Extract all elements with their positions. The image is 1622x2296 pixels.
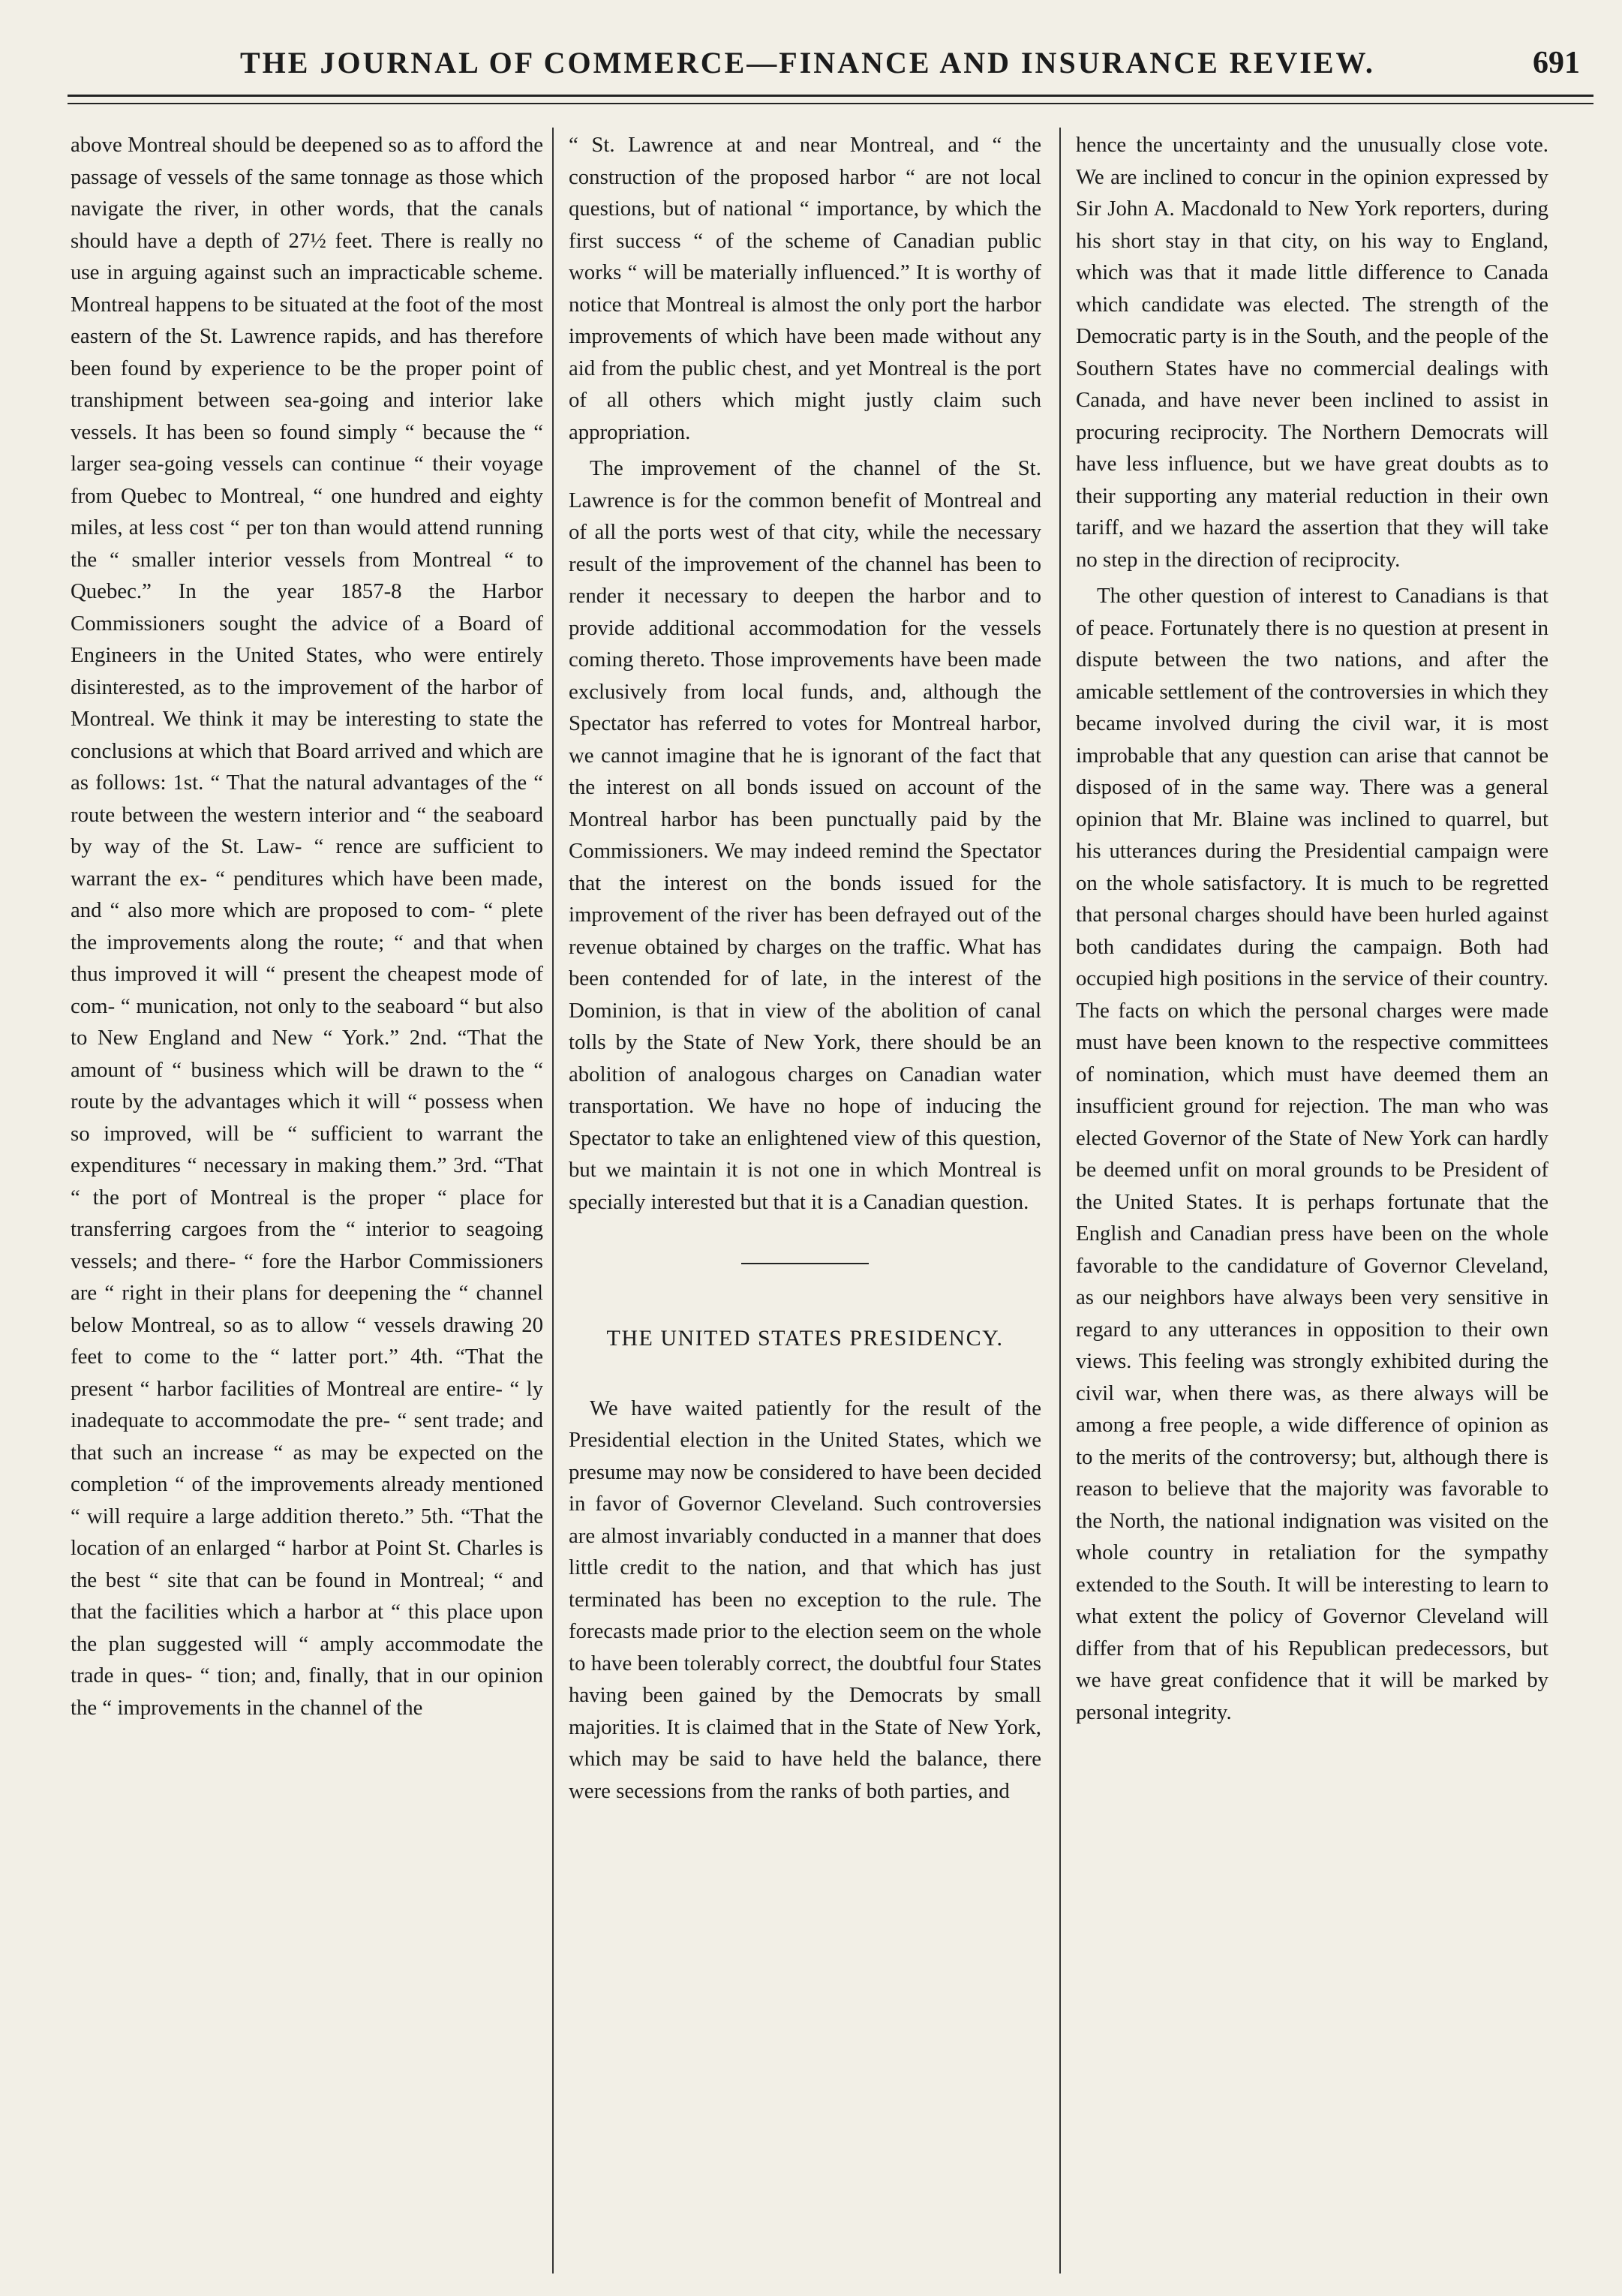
column-3	[1076, 129, 1548, 1733]
page-number: 691	[1533, 46, 1580, 80]
header-rule-thin	[68, 103, 1593, 104]
article-paragraph: above Montreal should be deepened so as to afford the passage of vessels of the same tonnage as those which navigate the river, in other words, that the canals should have a depth of 27½ feet. There is really no use in arguing against such an impracticable scheme. Montreal happens to be situated at the foot of the most eastern of the St. Lawrence rapids, and has therefore been found by experience to be the proper point of transhipment between sea-going and interior lake vessels. It has been so found simply “ because the “ larger sea-going vessels can continue “ their voyage from Quebec to Montreal, “ one hundred and eighty miles, at less cost “ per ton than would attend running the “ smaller interior vessels from Montreal “ to Quebec.” In the year 1857-8 the Harbor Commissioners sought the advice of a Board of Engineers in the United States, who were entirely disinterested, as to the improvement of the harbor of Montreal. We think it may be interesting to state the conclusions at which that Board arrived and which are as follows: 1st. “ That the natural advantages of the “ route between the western interior and “ the seaboard by way of the St. Law- “ rence are sufficient to warrant the ex- “ penditures which have been made, and “ also more which are proposed to com- “ plete the improvements along the route; “ and that when thus improved it will “ present the cheapest mode of com- “ munication, not only to the seaboard “ but also to New England and New “ York.” 2nd. “That the amount of “ business which will be drawn to the “ route by the advantages which it will “ possess when so improved, will be “ sufficient to warrant the expenditures “ necessary in making them.” 3rd. “That “ the port of Montreal is the proper “ place for transferring cargoes from the “ interior to seagoing vessels; and there- “ fore the Harbor Commissioners are “ right in their plans for deepening the “ channel below Montreal, so as to allow “ vessels drawing 20 feet to come to the “ latter port.” 4th. “That the present “ harbor facilities of Montreal are entire- “ ly inadequate to accommodate the pre- “ sent trade; and that such an increase “ as may be expected on the completion “ of the improvements already mentioned “ will require a large addition thereto.” 5th. “That the location of an enlarged “ harbor at Point St. Charles is the best “ site that can be found in Montreal; “ and that the facilities which a harbor at “ this place upon the plan suggested will “ amply accommodate the trade in ques- “ tion; and, finally, that in our opinion the “ improvements in the channel of the	[71, 133, 543, 1720]
article-paragraph: The other question of interest to Canadians is that of peace. Fortunately there is no question at present in dispute between the two nations, and after the amicable settlement of the controversies in which they became involved during the civil war, it is most improbable that any question can arise that cannot be disposed of in the same way. There was a general opinion that Mr. Blaine was inclined to quarrel, but his utterances during the Presidential campaign were on the whole satisfactory. It is much to be regretted that personal charges should have been hurled against both candidates during the campaign. Both had occupied high positions in the service of their country. The facts on which the personal charges were made must have been known to the respective committees of nomination, which must have deemed them an insufficient ground for rejection. The man who was elected Governor of the State of New York can hardly be deemed unfit on moral grounds to be President of the United States. It is perhaps fortunate that the English and Canadian press have been on the whole favorable to the candidature of Governor Cleveland, as our neighbors have always been very sensitive in regard to any utterances in opposition to their own views. This feeling was strongly exhibited during the civil war, when there was, as there always will be among a free people, a wide difference of opinion as to the merits of the controversy; but, although there is reason to believe that the majority was favorable to the North, the national indignation was visited on the whole country in retaliation for the sympathy extended to the South. It will be interesting to learn to what extent the policy of Governor Cleveland will differ from that of his Republican predecessors, but we have great confidence that it will be marked by personal integrity.	[1076, 584, 1548, 1724]
article-paragraph: The improvement of the channel of the St. Lawrence is for the common benefit of Montreal and of all the ports west of that city, while the necessary result of the improvement of the channel has been to render it necessary to deepen the harbor and to provide additional accommodation for the vessels coming thereto. Those improvements have been made exclusively from local funds, and, although the Spectator has referred to votes for Montreal harbor, we cannot imagine that he is ignorant of the fact that the interest on all bonds issued on account of the Montreal harbor has been punctually paid by the Commissioners. We may indeed remind the Spectator that the interest on the bonds issued for the improvement of the river has been defrayed out of the revenue obtained by charges on the traffic. What has been contended for of late, in the interest of the Dominion, is that in view of the abolition of canal tolls by the State of New York, there should be an abolition of analogous charges on Canadian water transportation. We have no hope of inducing the Spectator to take an enlightened view of this question, but we maintain it is not one in which Montreal is specially interested but that it is a Canadian question.	[569, 456, 1041, 1214]
section-separator	[741, 1263, 869, 1264]
page-header	[68, 45, 1586, 98]
article-paragraph: We have waited patiently for the result of the Presidential election in the United States, which we presume may now be considered to have been decided in favor of Governor Cleveland. Such controversies are almost invariably conducted in a manner that does little credit to the nation, and that which has just terminated has been no exception to the rule. The forecasts made prior to the election seem on the whole to have been tolerably correct, the doubtful four States having been gained by the Democrats by small majorities. It is claimed that in the State of New York, which may be said to have held the balance, there were secessions from the ranks of both parties, and	[569, 1396, 1041, 1803]
article-paragraph: hence the uncertainty and the unusually close vote. We are inclined to concur in the opinion expressed by Sir John A. Macdonald to New York reporters, during his short stay in that city, on his way to England, which was that it made little difference to Canada which candidate was elected. The strength of the Democratic party is in the South, and the people of the Southern States have no commercial dealings with Canada, and have never been inclined to assist in procuring reciprocity. The Northern Democrats will have less influence, but we have great doubts as to their supporting any material reduction in their own tariff, and we hazard the assertion that they will take no step in the direction of reciprocity.	[1076, 133, 1548, 572]
column-1	[71, 129, 543, 1728]
header-rule	[68, 95, 1593, 97]
journal-title: THE JOURNAL OF COMMERCE—FINANCE AND INSURANCE REVIEW.	[240, 46, 1375, 80]
column-divider	[1059, 128, 1061, 2273]
section-heading: THE UNITED STATES PRESIDENCY.	[606, 1326, 1004, 1351]
column-divider	[552, 128, 554, 2273]
column-2	[569, 129, 1041, 1811]
article-paragraph: “ St. Lawrence at and near Montreal, and “ the construction of the proposed harbor “ are not local questions, but of national “ importance, by which the first success “ of the scheme of Canadian public works “ will be materially influenced.” It is worthy of notice that Montreal is almost the only port the harbor improvements of which have been made without any aid from the public chest, and yet Montreal is the port of all others which might justly claim such appropriation.	[569, 133, 1041, 444]
